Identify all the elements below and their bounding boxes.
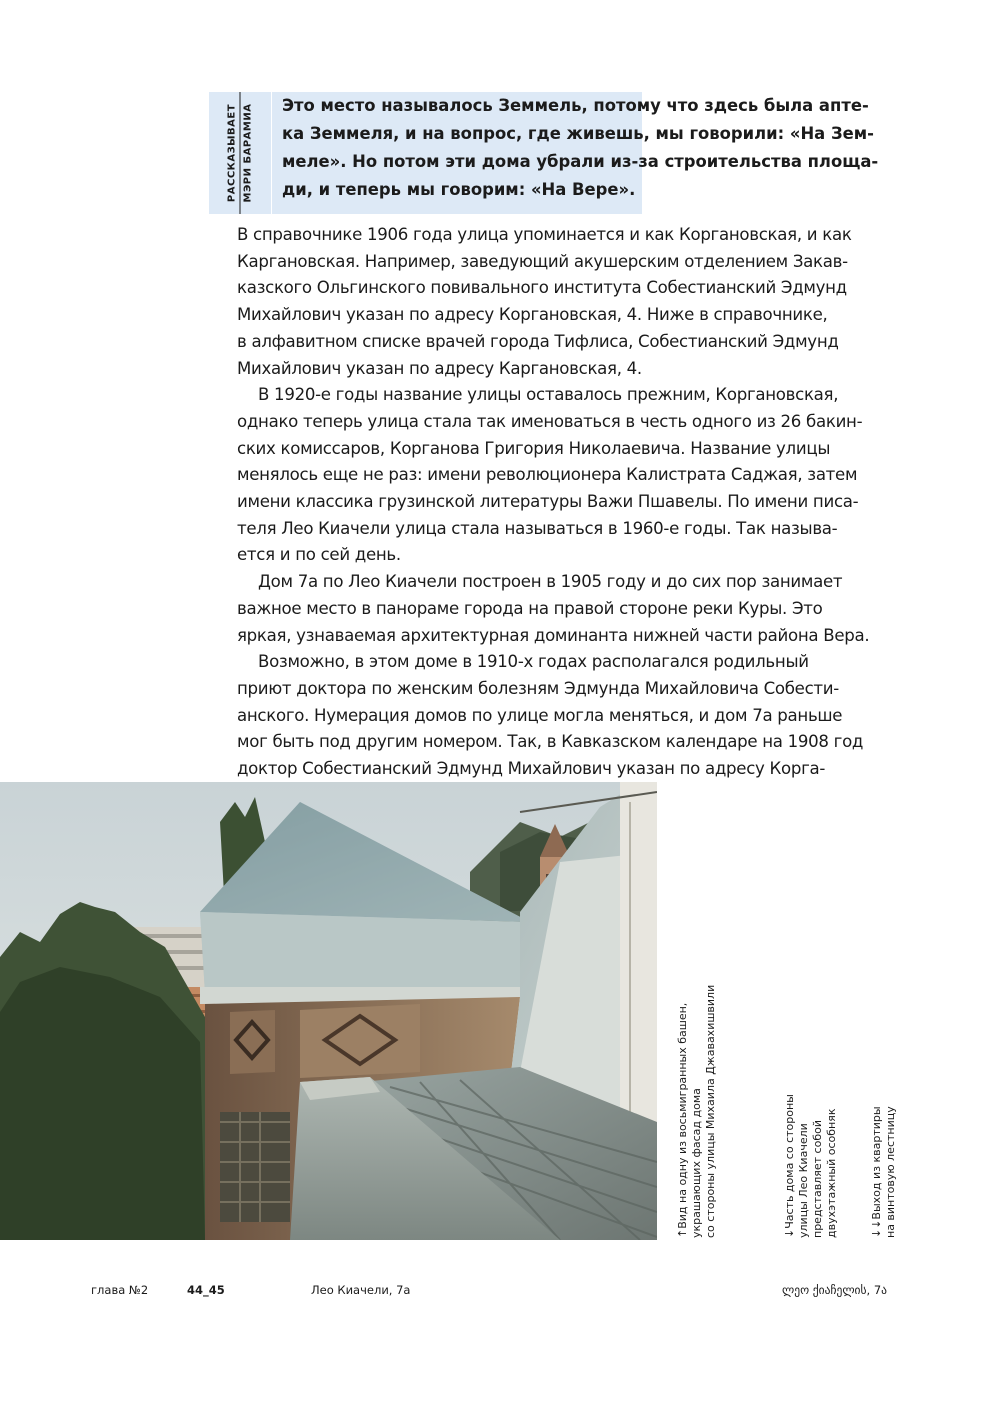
body-line: Каргановская. Например, заведующий акушерским отделением Закав- bbox=[237, 251, 848, 271]
body-line: анского. Нумерация домов по улице могла меняться, и дом 7а раньше bbox=[237, 705, 843, 725]
footer-address-ru: Лео Киачели, 7а bbox=[311, 1283, 411, 1297]
caption-tower-view bbox=[676, 984, 718, 1238]
narrator-label-line1: РАССКАЗЫВАЕТ bbox=[226, 92, 241, 214]
caption-line: улицы Лео Киачели bbox=[797, 1123, 810, 1238]
caption-line: представляет собой bbox=[811, 1120, 824, 1238]
caption-line: украшающих фасад дома bbox=[690, 1088, 703, 1238]
body-line: доктор Собестианский Эдмунд Михайлович указан по адресу Корга- bbox=[237, 759, 826, 779]
caption-line: на винтовую лестницу bbox=[884, 1106, 897, 1238]
body-line: В справочнике 1906 года улица упоминается и как Коргановская, и как bbox=[237, 225, 852, 244]
caption-two-storey-house bbox=[783, 1094, 839, 1238]
footer-page-numbers: 44_45 bbox=[187, 1283, 225, 1297]
body-line: теля Лео Киачели улица стала называться в 1960-е годы. Так называ- bbox=[237, 518, 838, 538]
body-line: в алфавитном списке врачей города Тифлиса, Собестианский Эдмунд bbox=[237, 331, 839, 351]
narrator-label-line2: МЭРИ БАРАМИА bbox=[242, 103, 254, 203]
body-line: Михайлович указан по адресу Каргановская, 4. bbox=[237, 358, 642, 378]
quote-line: Это место называлось Земмель, потому что здесь была апте- bbox=[282, 96, 869, 115]
body-text bbox=[237, 222, 927, 783]
body-line: яркая, узнаваемая архитектурная доминанта нижней части района Вера. bbox=[237, 625, 870, 645]
quote-block bbox=[282, 92, 902, 204]
body-line: ских комиссаров, Корганова Григория Николаевича. Название улицы bbox=[237, 438, 831, 458]
body-line: важное место в панораме города на правой стороне реки Куры. Это bbox=[237, 598, 823, 618]
quote-line: ди, и теперь мы говорим: «На Вере». bbox=[282, 180, 636, 199]
caption-line: ↓Часть дома со стороны bbox=[783, 1094, 796, 1238]
body-line: ется и по сей день. bbox=[237, 545, 401, 565]
quote-line: ка Земмеля, и на вопрос, где живешь, мы говорили: «На Зем- bbox=[282, 124, 874, 143]
caption-line: ↑Вид на одну из восьмигранных башен, bbox=[676, 1002, 689, 1238]
footer-address-ka: ლეო ქიაჩელის, 7ა bbox=[782, 1283, 887, 1297]
caption-line: двухэтажный особняк bbox=[825, 1108, 838, 1238]
body-line: менялось еще не раз: имени революционера Калистрата Саджая, затем bbox=[237, 465, 858, 485]
body-line: мог быть под другим номером. Так, в Кавказском календаре на 1908 год bbox=[237, 732, 864, 752]
body-line: Дом 7а по Лео Киачели построен в 1905 году и до сих пор занимает bbox=[258, 572, 843, 592]
footer-chapter: глава №2 bbox=[91, 1283, 149, 1297]
body-line: приют доктора по женским болезням Эдмунда Михайловича Собести- bbox=[237, 678, 839, 698]
caption-line: со стороны улицы Михаила Джавахишвили bbox=[704, 984, 717, 1238]
rooftop-tower-photo bbox=[0, 782, 657, 1240]
body-line: имени классика грузинской литературы Важи Пшавелы. По имени писа- bbox=[237, 492, 859, 512]
quote-line: меле». Но потом эти дома убрали из-за строительства площа- bbox=[282, 152, 879, 171]
body-line: Возможно, в этом доме в 1910-х годах располагался родильный bbox=[258, 652, 809, 672]
body-line: Михайлович указан по адресу Коргановская, 4. Ниже в справочнике, bbox=[237, 305, 828, 325]
narrator-label bbox=[209, 92, 271, 214]
caption-spiral-stair bbox=[870, 1106, 898, 1238]
caption-line: ↓↓Выход из квартиры bbox=[870, 1106, 883, 1238]
body-line: казского Ольгинского повивального института Собестианский Эдмунд bbox=[237, 278, 847, 298]
body-line: В 1920-е годы название улицы оставалось прежним, Коргановская, bbox=[258, 385, 839, 405]
body-line: однако теперь улица стала так именоваться в честь одного из 26 бакин- bbox=[237, 411, 863, 431]
